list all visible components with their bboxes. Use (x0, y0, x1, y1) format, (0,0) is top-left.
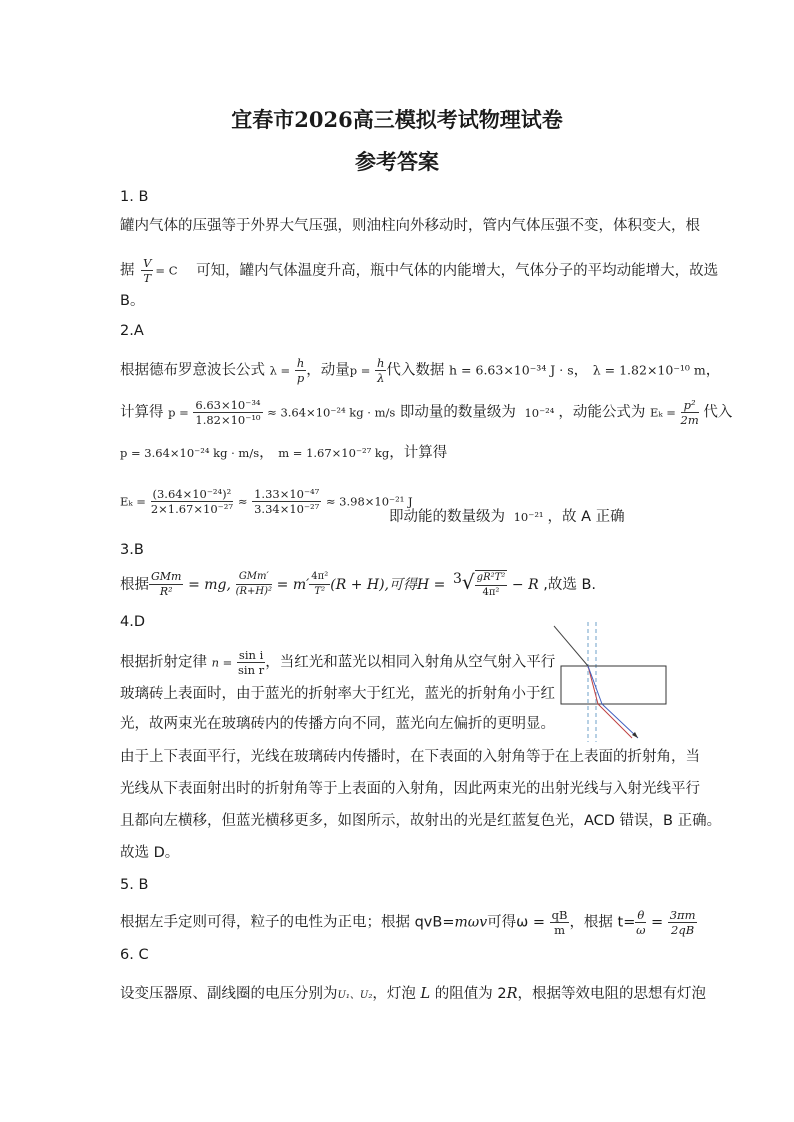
q4-line1: 根据折射定律 n = $\frac{\text{sin i}}{\text{sin r}}$ ，当红光和蓝光以相同入射角从空气射入平行 (120, 648, 556, 677)
q2-line3: p = 3.64×10⁻²⁴ kg · m/s， m = 1.67×10⁻²⁷ kg，计算得 (120, 445, 448, 461)
red-ray-exit (598, 704, 632, 738)
q2-line4: Eₖ = $\frac{\text{(3.64×10⁻²⁴)²}}{\text{2×1.67×10⁻²⁷}}$ ≈ $\frac{\text{1.33×10⁻⁴⁷}}{\text{3.34×10⁻²⁷}}$ ≈ 3.98×10⁻²¹ J (120, 487, 413, 516)
q6-label: 6. C (120, 947, 149, 963)
q1-line3: B。 (120, 293, 145, 309)
q2-line1: 根据德布罗意波长公式 λ = $\frac{h}{p}$ ，动量p = $\frac{h}{\lambda}$ 代入数据 h = 6.63×10⁻³⁴ J · s， λ = 1.82×10⁻¹⁰ m， (120, 356, 721, 385)
q4-line2: 玻璃砖上表面时，由于蓝光的折射率大于红光，蓝光的折射角小于红 (120, 686, 555, 702)
page-subtitle: 参考答案 (355, 149, 439, 174)
q4-line4: 由于上下表面平行，光线在玻璃砖内传播时，在下表面的入射角等于在上表面的折射角，当 (120, 749, 700, 765)
blue-ray-exit (602, 704, 638, 738)
q4-label: 4.D (120, 614, 145, 630)
q5-line: 根据左手定则可得，粒子的电性为正电；根据 qvB=mωv可得ω = $\frac{qB}{m}$ ，根据 t= $\frac{\theta}{\omega}$ = $\frac{3\pi m}{2qB}$ (120, 908, 696, 937)
q3-label: 3.B (120, 542, 144, 558)
q2-line4-text: 即动能的数量级为 10⁻²¹ ，故 A 正确 (389, 509, 625, 525)
q6-line: 设变压器原、副线圈的电压分别为U₁、U₂，灯泡 L 的阻值为 2R，根据等效电阻的思想有灯泡 (120, 986, 706, 1002)
incident-ray (554, 626, 588, 666)
glass-block (561, 666, 666, 704)
q1-formula: $\frac{V}{T}$ (143, 256, 152, 285)
q4-line6: 且都向左横移，但蓝光横移更多，如图所示，故射出的光是红蓝复色光，ACD 错误，B 正确。 (120, 813, 722, 829)
q2-label: 2.A (120, 323, 144, 339)
page-title: 宜春市2026高三模拟考试物理试卷 (231, 107, 563, 132)
q4-line3: 光，故两束光在玻璃砖内的传播方向不同，蓝光向左偏折的更明显。 (120, 716, 555, 732)
q4-line7: 故选 D。 (120, 845, 180, 861)
q3-formula-line: 根据 $\frac{\text{GMm}}{\text{R²}}$ = mg, $\frac{\text{GMm′}}{\text{(R+H)²}}$ = m′ $\frac{\text{4π²}}{\text{T²}}$ (R + H),可得H = $^3$√ $\frac{\text{gR²T²}}{\text{4π²}}$ − R ,故选 B. (120, 569, 597, 599)
q2-line2: 计算得 p = $\frac{\text{6.63×10⁻³⁴}}{\text{1.82×10⁻¹⁰}}$ ≈ 3.64×10⁻²⁴ kg · m/s 即动量的数量级为 10⁻²⁴ ，动能公式为 Eₖ = $\frac{\text{p²}}{2m}$ 代入 (120, 398, 733, 427)
q1-label: 1. B (120, 189, 149, 205)
blue-ray-inside (588, 666, 602, 704)
q1-line1: 罐内气体的压强等于外界大气压强，则油柱向外移动时，管内气体压强不变，体积变大，根 (120, 218, 700, 234)
refraction-diagram (546, 622, 676, 742)
q1-line2: 据 $\frac{V}{T}$ = C 可知，罐内气体温度升高，瓶中气体的内能增大，气体分子的平均动能增大，故选 (120, 256, 719, 285)
q5-label: 5. B (120, 877, 149, 893)
q4-line5: 光线从下表面射出时的折射角等于上表面的入射角，因此两束光的出射光线与入射光线平行 (120, 781, 700, 797)
